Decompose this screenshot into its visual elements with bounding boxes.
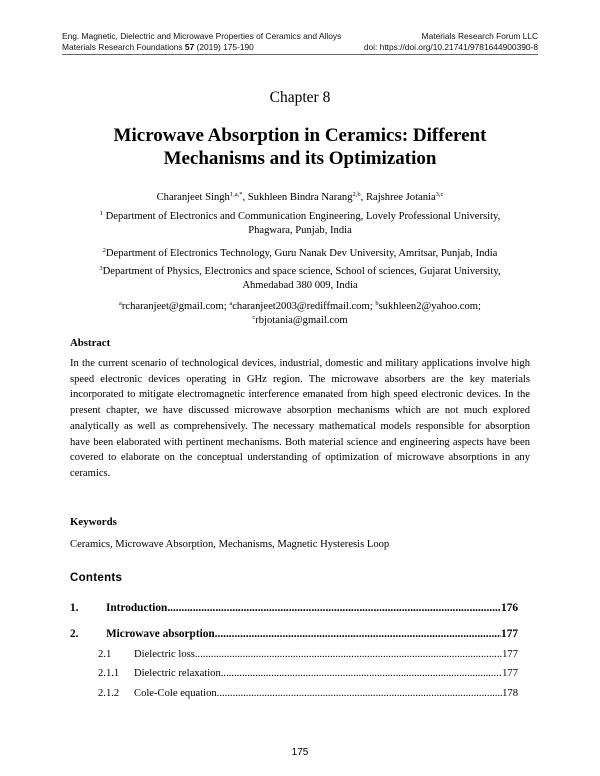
author-emails: $^a$rcharanjeet@gmail.com; $^a$charanjeet2003@rediffmail.com; $^b$sukhleen2@yahoo.com; $^c$rbjotania@gmail.com [119,300,481,326]
volume-number: 57 [184,42,195,52]
contents-heading: Contents [70,572,123,584]
toc-leader [167,602,501,614]
toc-entry[interactable]: 2. Microwave absorption ..... 177 [70,628,518,640]
affiliation-3: $^3$Department of Physics, Electronics and space science, School of sciences, Gujarat University, Ahmedabad 380 009, India [99,265,501,291]
toc-leader [221,668,502,679]
page-number: 175 [291,747,309,758]
toc-entry[interactable]: 2.1 Dielectric loss ..... 177 [98,649,518,660]
doi-link[interactable]: doi: https://doi.org/10.21741/9781644900390-8 [363,42,538,52]
toc-entry[interactable]: 1. Introduction ..... 176 [70,602,518,614]
toc-leader [215,628,501,640]
toc-leader [217,688,502,699]
affiliation-1: $^1$ Department of Electronics and Communication Engineering, Lovely Professional University, Phagwara, Punjab, India [99,210,501,236]
email-link[interactable]: charanjeet2003@rediffmail.com; [232,301,376,312]
publisher: Materials Research Forum LLC [421,31,538,41]
abstract-heading: Abstract [70,337,111,349]
author-list: Charanjeet Singh$^{1,a,*}$, Sukhleen Bindra Narang$^{2,b}$, Rajshree Jotania$^{3,c}$ [156,191,444,203]
chapter-title: Microwave Absorption in Ceramics: Different Mechanisms and its Optimization [113,125,487,169]
chapter-label: Chapter 8 [269,89,331,106]
header-rule [62,54,538,55]
toc-entry[interactable]: 2.1.1 Dielectric relaxation ..... 177 [98,668,518,679]
keywords-text: Ceramics, Microwave Absorption, Mechanisms, Magnetic Hysteresis Loop [70,539,390,550]
book-title: Eng. Magnetic, Dielectric and Microwave Properties of Ceramics and Alloys [62,31,342,41]
toc-leader [195,649,502,660]
affiliation-2: $^2$Department of Electronics Technology, Guru Nanak Dev University, Amritsar, Punjab, India [102,247,498,259]
abstract-text: In the current scenario of technological devices, industrial, domestic and military applications involve high speed electronic devices operating in GHz region. The microwave absorbers are the key materials incorporated to mitigate electromagnetic interference emanated from high speed electronic devices. In the present chapter, we have discussed microwave absorption mechanisms which are not much explored analytically as well as comprehensively. The necessary mathematical models responsible for absorption have been elaborated with pertinent mechanisms. Both material science and engineering aspects have been covered to elaborate on the conceptual understanding of optimization of microwave absorptions in any ceramics. [70,358,530,479]
toc-entry[interactable]: 2.1.2 Cole-Cole equation ..... 178 [98,688,518,699]
email-link[interactable]: rbjotania@gmail.com [255,315,348,326]
email-link[interactable]: rcharanjeet@gmail.com; [121,301,230,312]
email-link[interactable]: sukhleen2@yahoo.com; [378,301,481,312]
series-info: Materials Research Foundations 57 (2019) 175-190 [62,42,254,52]
keywords-heading: Keywords [70,516,117,528]
